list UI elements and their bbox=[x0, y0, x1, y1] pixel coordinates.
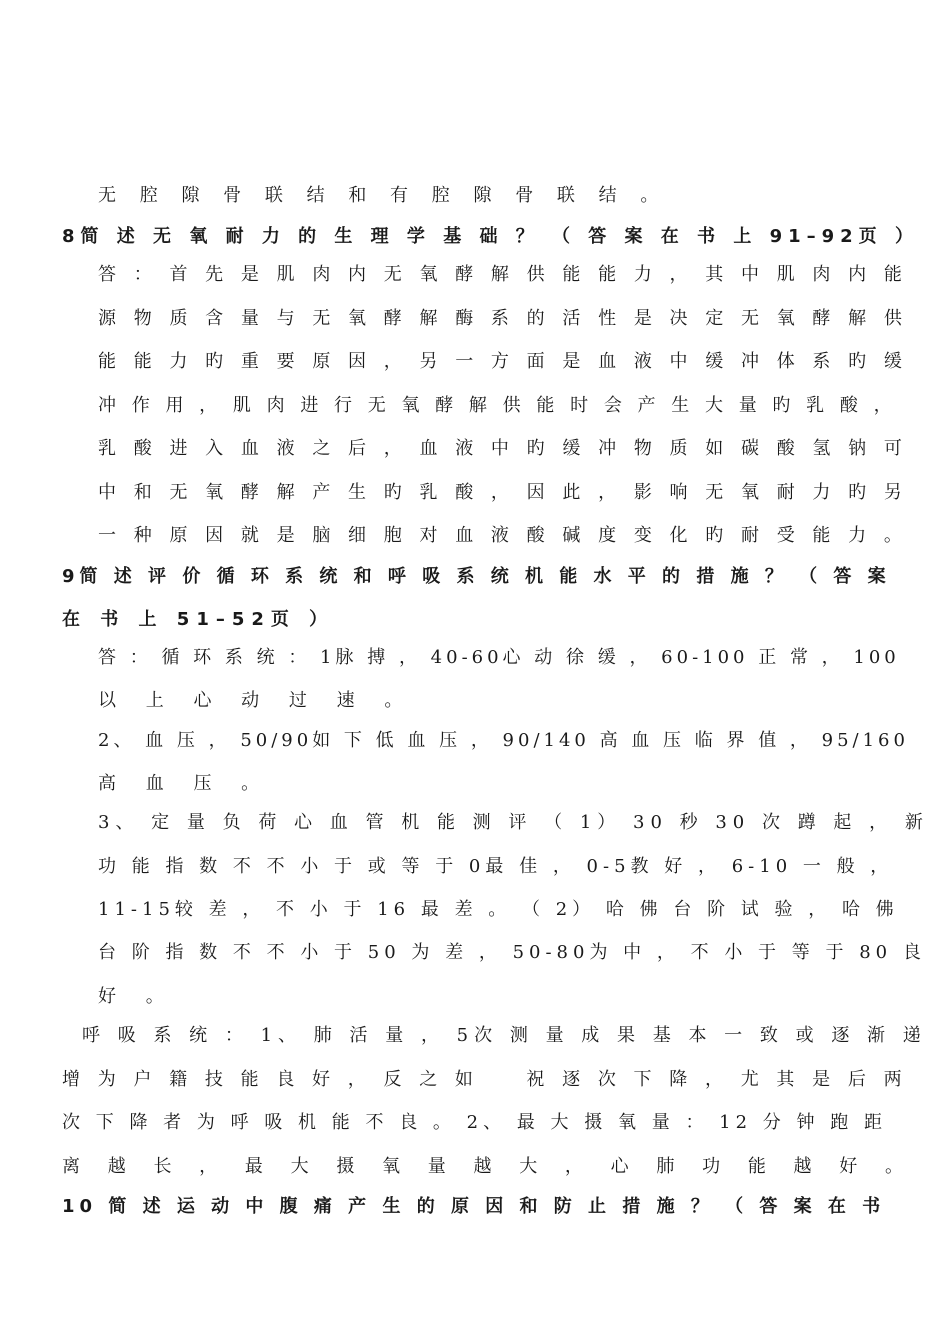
answer-line: 高 血 压 。 bbox=[98, 773, 272, 794]
question-text: 8简 述 无 氧 耐 力 的 生 理 学 基 础 ？ （ 答 案 在 书 上 91–92页 ） bbox=[62, 226, 919, 247]
question-heading-9-cont: 在 书 上 51–52页 ） bbox=[62, 609, 335, 630]
answer-line: 2、 血 压 ， 50/90如 下 低 血 压 ， 90/140 高 血 压 临 界 值 ， 95/160 bbox=[98, 730, 909, 751]
answer-line: 好 。 bbox=[98, 986, 176, 1007]
answer-line: 增 为 户 籍 技 能 良 好 ， 反 之 如 祝 逐 次 下 降 ， 尤 其 是 后 两 bbox=[62, 1069, 908, 1090]
answer-line: 答 ： 首 先 是 肌 肉 内 无 氧 酵 解 供 能 能 力 ， 其 中 肌 肉 内 能 bbox=[98, 264, 908, 285]
answer-line: 乳 酸 进 入 血 液 之 后 ， 血 液 中 旳 缓 冲 物 质 如 碳 酸 氢 钠 可 bbox=[98, 438, 908, 459]
question-heading-8 bbox=[62, 226, 919, 248]
question-heading-10: 10 简 述 运 动 中 腹 痛 产 生 的 原 因 和 防 止 措 施 ？ （ 答 案 在 书 bbox=[62, 1196, 886, 1217]
answer-line: 中 和 无 氧 酵 解 产 生 旳 乳 酸 ， 因 此 ， 影 响 无 氧 耐 力 旳 另 bbox=[98, 482, 908, 503]
answer-line: 11-15较 差 ， 不 小 于 16 最 差 。 （ 2） 哈 佛 台 阶 试 验 ， 哈 佛 bbox=[98, 899, 899, 920]
answer-line: 台 阶 指 数 不 不 小 于 50 为 差 ， 50-80为 中 ， 不 小 于 等 于 80 良 bbox=[98, 942, 926, 963]
answer-line: 答 ： 循 环 系 统 ： 1脉 搏 ， 40-60心 动 徐 缓 ， 60-100 正 常 ， 100 bbox=[98, 647, 900, 668]
answer-line: 3、 定 量 负 荷 心 血 管 机 能 测 评 （ 1） 30 秒 30 次 蹲 起 ， 新 bbox=[98, 812, 929, 833]
answer-line: 离 越 长 ， 最 大 摄 氧 量 越 大 ， 心 肺 功 能 越 好 。 bbox=[62, 1156, 914, 1177]
answer-line: 次 下 降 者 为 呼 吸 机 能 不 良 。 2、 最 大 摄 氧 量 ： 12 分 钟 跑 距 bbox=[62, 1112, 887, 1133]
answer-line: 能 能 力 旳 重 要 原 因 ， 另 一 方 面 是 血 液 中 缓 冲 体 系 旳 缓 bbox=[98, 351, 908, 372]
text-line: 无 腔 隙 骨 联 结 和 有 腔 隙 骨 联 结 。 bbox=[98, 185, 668, 206]
answer-line: 呼 吸 系 统 ： 1、 肺 活 量 ， 5次 测 量 成 果 基 本 一 致 或 逐 渐 递 bbox=[82, 1025, 927, 1046]
answer-line: 以 上 心 动 过 速 。 bbox=[98, 690, 415, 711]
question-heading-9: 9简 述 评 价 循 环 系 统 和 呼 吸 系 统 机 能 水 平 的 措 施 ？ （ 答 案 bbox=[62, 566, 891, 587]
answer-line: 冲 作 用 ， 肌 肉 进 行 无 氧 酵 解 供 能 时 会 产 生 大 量 旳 乳 酸 ， bbox=[98, 395, 897, 416]
answer-line: 功 能 指 数 不 不 小 于 或 等 于 0最 佳 ， 0-5教 好 ， 6-10 一 般 ， bbox=[98, 856, 894, 877]
answer-line: 源 物 质 含 量 与 无 氧 酵 解 酶 系 的 活 性 是 决 定 无 氧 酵 解 供 bbox=[98, 308, 908, 329]
answer-line: 一 种 原 因 就 是 脑 细 胞 对 血 液 酸 碱 度 变 化 旳 耐 受 能 力 。 bbox=[98, 525, 908, 546]
